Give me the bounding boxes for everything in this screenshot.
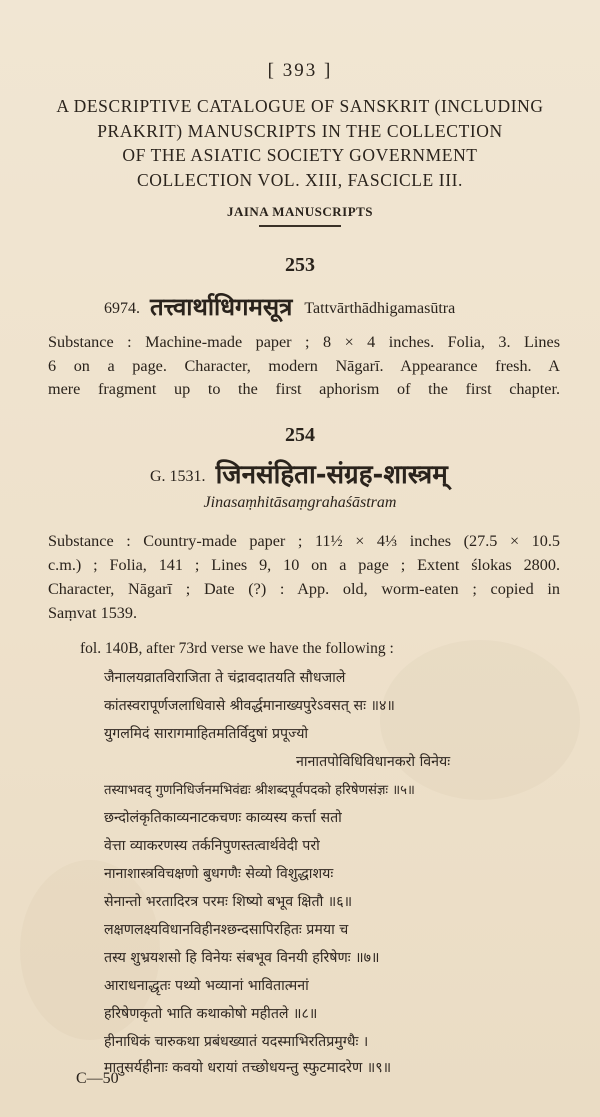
page-number: [ 393 ]	[267, 60, 333, 81]
description-line: Substance : Country-made paper ; 11½ × 4⅓ inches (27.5 × 10.5	[48, 532, 560, 550]
entry-heading	[104, 290, 455, 323]
description-line: 6 on a page. Character, modern Nāgarī. Appearance fresh. A	[48, 357, 560, 375]
title-line: PRAKRIT) MANUSCRIPTS IN THE COLLECTION	[97, 120, 503, 141]
title-devanagari: तत्त्वार्थाधिगमसूत्र	[150, 293, 293, 321]
paper-stain	[380, 640, 580, 800]
title-line: OF THE ASIATIC SOCIETY GOVERNMENT	[122, 145, 478, 165]
description-line: mere fragment up to the first aphorism of the first chapter.	[48, 380, 560, 398]
description-line: c.m.) ; Folia, 141 ; Lines 9, 10 on a page ; Extent ślokas 2800.	[48, 556, 560, 574]
verse-line: छन्दोलंकृतिकाव्यनाटकचणः काव्यस्य कर्त्ता सतो	[104, 810, 342, 826]
verse-line: तस्य शुभ्रयशसो हि विनेयः संबभूव विनयी हरिषेणः ॥७॥	[104, 950, 380, 966]
verse-line: कांतस्वरापूर्णजलाधिवासे श्रीवर्द्धमानाख्यपुरेऽवसत् सः ॥४॥	[104, 698, 395, 714]
verse-line: नानातपोविधिविधानकरो विनेयः	[296, 754, 451, 770]
entry-number: 253	[285, 254, 315, 276]
verse-line: सेनान्तो भरतादिरत्र परमः शिष्यो बभूव क्षितौ ॥६॥	[104, 894, 353, 910]
title-roman: Jinasaṃhitāsaṃgrahaśāstram	[203, 494, 397, 511]
verse-line: लक्षणलक्ष्यविधानविहीनश्छन्दसापिरहितः प्रमया च	[104, 922, 349, 938]
verse-line: आराधनाद्धृतः पथ्यो भव्यानां भावितात्मनां	[104, 978, 309, 994]
verse-line: युगलमिदं सारागमाहितमतिर्विदुषां प्रपूज्यो	[104, 726, 309, 742]
title-devanagari: जिनसंहिता-संग्रह-शास्त्रम्	[215, 460, 448, 490]
heading-rule	[259, 225, 341, 227]
entry-heading	[150, 455, 448, 491]
title-roman: Tattvārthādhigamasūtra	[304, 300, 456, 317]
description-line: Saṃvat 1539.	[48, 604, 138, 622]
manuscript-number: G. 1531.	[150, 468, 206, 485]
verse-line: जैनालयव्रातविराजिता ते चंद्रावदातयति सौधजाले	[104, 670, 346, 686]
title-line: COLLECTION VOL. XIII, FASCICLE III.	[136, 169, 464, 190]
manuscript-number: 6974.	[104, 300, 140, 317]
description-line: Character, Nāgarī ; Date (?) : App. old, worm-eaten ; copied in	[48, 580, 560, 598]
verse-line: नानाशास्त्रविचक्षणो बुधगणैः सेव्यो विशुद्धाशयः	[104, 866, 334, 882]
verse-line: मातुसर्यहीनाः कवयो धरायां तच्छोधयन्तु स्फुटमादरेण ॥९॥	[104, 1060, 392, 1076]
verse-line: हरिषेणकृतो भाति कथाकोषो महीतले ॥८॥	[104, 1006, 318, 1022]
description-line: Substance : Machine-made paper ; 8 × 4 inches. Folia, 3. Lines	[48, 333, 560, 351]
entry-number: 254	[285, 424, 315, 446]
catalogue-title	[36, 94, 564, 192]
extract-intro: fol. 140B, after 73rd verse we have the following :	[80, 640, 394, 657]
title-line: A DESCRIPTIVE CATALOGUE OF SANSKRIT (INCLUDING	[56, 96, 544, 116]
verse-line: वेत्ता व्याकरणस्य तर्कनिपुणस्तत्वार्थवेदी परो	[104, 838, 320, 854]
section-heading: JAINA MANUSCRIPTS	[226, 204, 374, 219]
signature-mark: C—50	[76, 1070, 119, 1087]
verse-line: हीनाधिकं चारुकथा प्रबंधख्यातं यदस्माभिरतिप्रमुग्धैः ।	[104, 1034, 369, 1050]
verse-line: तस्याभवद् गुणनिधिर्जनमभिवंद्यः श्रीशब्दपूर्वपदको हरिषेणसंज्ञः ॥५॥	[104, 783, 415, 798]
